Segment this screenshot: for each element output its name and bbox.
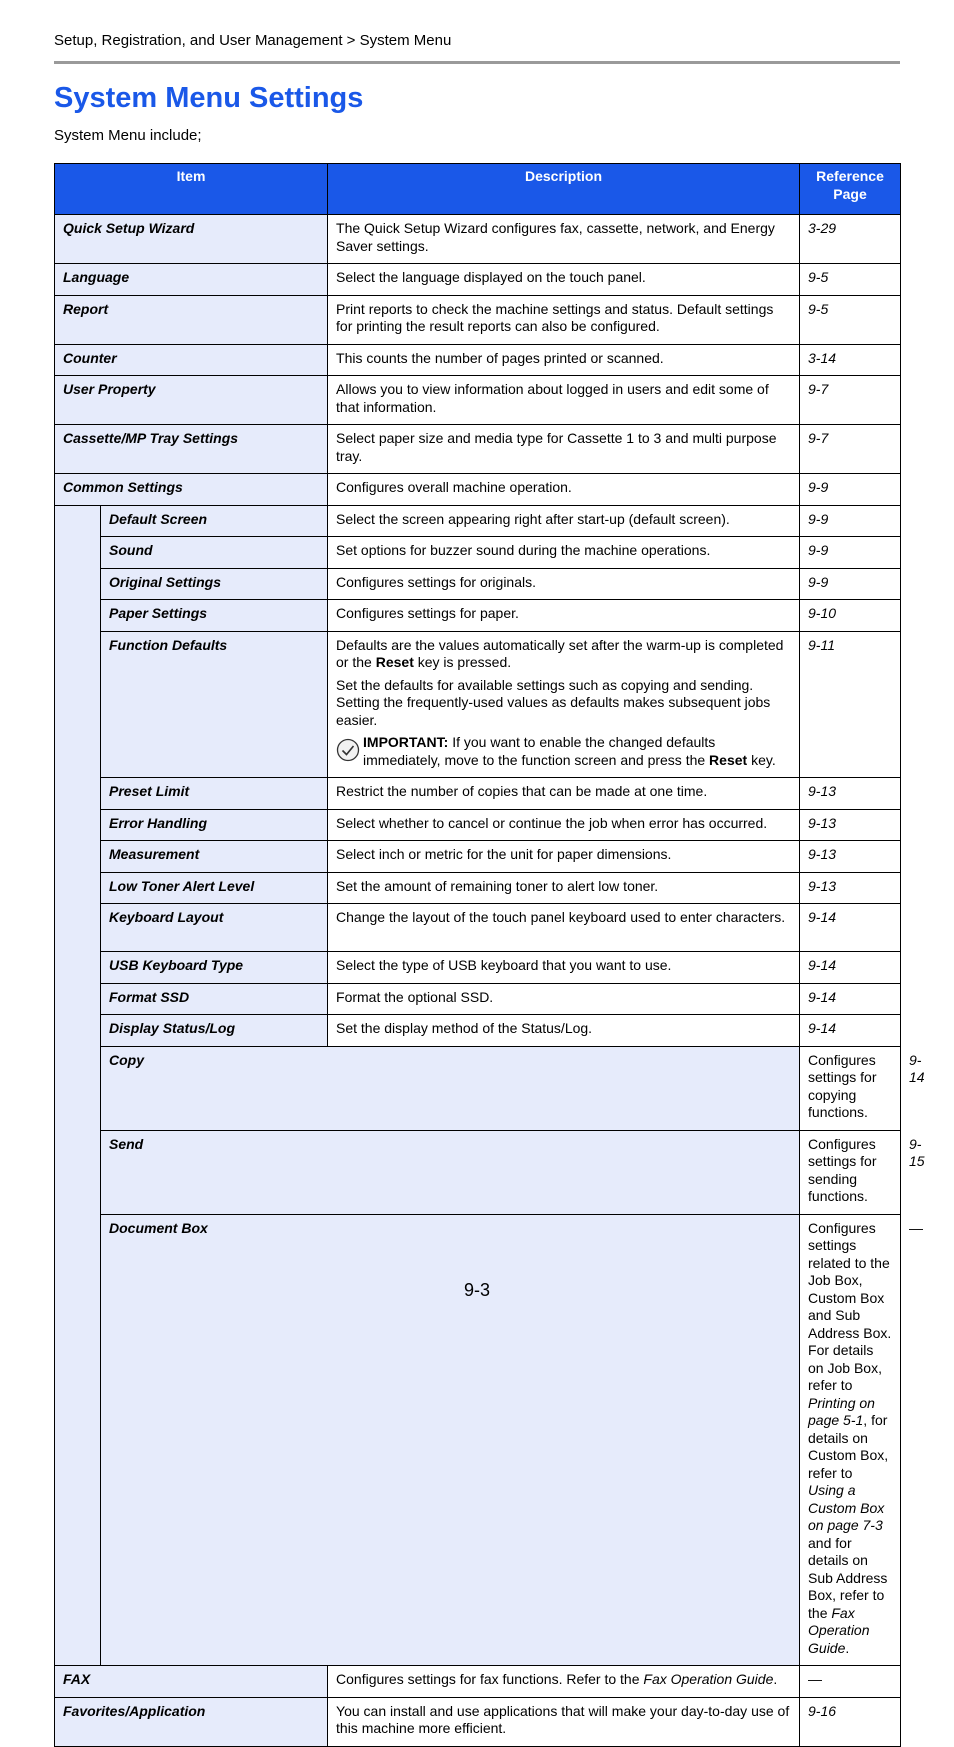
item-cell: Measurement	[101, 841, 328, 873]
header-description: Description	[328, 164, 800, 215]
text-run: key.	[747, 751, 776, 768]
description-cell: Allows you to view information about logged in users and edit some of that information.	[328, 376, 800, 425]
description-cell: You can install and use applications that will make your day-to-day use of this machine more efficient.	[328, 1697, 800, 1746]
table-row: Copy Configures settings for copying functions. 9-14	[55, 1046, 901, 1130]
table-row	[55, 376, 901, 425]
item-cell: USB Keyboard Type	[101, 952, 328, 984]
description-cell: Restrict the number of copies that can be made at one time.	[328, 778, 800, 810]
table-row: Send Configures settings for sending functions. 9-15	[55, 1130, 901, 1214]
item-cell: Sound	[101, 537, 328, 569]
page-number: 9-3	[463, 1280, 490, 1300]
table-row	[55, 568, 901, 600]
reference-cell: 9-13	[800, 809, 901, 841]
reference-cell: 9-11	[800, 631, 901, 778]
table-row	[55, 344, 901, 376]
system-menu-table	[54, 163, 925, 1747]
text-run: Configures settings related to the Job Box, Custom Box and Sub Address Box. For details on Job Box, refer to	[808, 1219, 892, 1393]
reference-cell: 3-14	[800, 344, 901, 376]
important-label: IMPORTANT:	[363, 734, 449, 750]
table-row: Document Box Configures settings related to the Job Box, Custom Box and Sub Address Box. For details on Job Box, refer to Printing on page 5-1, for details on Custom Box, refer to Using a Custom Box on page 7-3 and for details on Sub Address Box, refer to the Fax Operation Guide. —	[55, 1214, 901, 1666]
description-cell: Select the language displayed on the touch panel.	[328, 264, 800, 296]
reference-cell: 9-13	[800, 872, 901, 904]
item-cell: Copy	[101, 1046, 800, 1130]
table-row	[55, 215, 901, 264]
description-cell: Set the display method of the Status/Log.	[328, 1015, 800, 1047]
item-cell: User Property	[55, 376, 328, 425]
item-cell: Send	[101, 1130, 800, 1214]
item-cell: Display Status/Log	[101, 1015, 328, 1047]
item-cell: Function Defaults	[101, 631, 328, 778]
description-cell: The Quick Setup Wizard configures fax, cassette, network, and Energy Saver settings.	[328, 215, 800, 264]
text-run: and for details on Sub Address Box, refer to the	[808, 1534, 888, 1621]
item-cell: Cassette/MP Tray Settings	[55, 425, 328, 474]
description-cell: Format the optional SSD.	[328, 983, 800, 1015]
description-cell: Set options for buzzer sound during the machine operations.	[328, 537, 800, 569]
table-row	[55, 631, 901, 778]
table-row	[55, 872, 901, 904]
key-name: Reset	[375, 654, 414, 670]
table-row	[55, 904, 901, 952]
cross-reference: Printing on page 5-1	[808, 1394, 875, 1428]
description-cell	[328, 631, 800, 778]
reference-cell: 9-9	[800, 505, 901, 537]
item-cell: Quick Setup Wizard	[55, 215, 328, 264]
table-row	[55, 295, 901, 344]
reference-cell: 9-16	[800, 1697, 901, 1746]
table-row	[55, 841, 901, 873]
key-name: Reset	[709, 751, 748, 768]
reference-cell: 9-7	[800, 425, 901, 474]
item-cell: Error Handling	[101, 809, 328, 841]
description-cell: Select paper size and media type for Cassette 1 to 3 and multi purpose tray.	[328, 425, 800, 474]
item-cell: Default Screen	[101, 505, 328, 537]
subitem-indent	[55, 505, 101, 1666]
item-cell: Format SSD	[101, 983, 328, 1015]
reference-cell: 9-13	[800, 778, 901, 810]
reference-cell: 9-9	[800, 568, 901, 600]
intro-text: System Menu include;	[54, 127, 202, 144]
description-cell: Set the amount of remaining toner to alert low toner.	[328, 872, 800, 904]
header-item: Item	[55, 164, 328, 215]
table-row	[55, 1697, 901, 1746]
item-cell: FAX	[55, 1666, 328, 1698]
item-cell: Language	[55, 264, 328, 296]
reference-cell: 9-14	[800, 983, 901, 1015]
description-cell: Select whether to cancel or continue the job when error has occurred.	[328, 809, 800, 841]
description-cell: Select the screen appearing right after start-up (default screen).	[328, 505, 800, 537]
text-run: If you want to enable the changed defaults immediately, move to the function screen and press the	[363, 734, 716, 768]
reference-cell: 9-14	[800, 904, 901, 952]
reference-cell: 9-9	[800, 537, 901, 569]
check-circle-icon	[336, 738, 360, 762]
table-row	[55, 809, 901, 841]
reference-cell: 9-7	[800, 376, 901, 425]
table-row	[55, 425, 901, 474]
item-cell: Favorites/Application	[55, 1697, 328, 1746]
guide-reference: Fax Operation Guide	[643, 1671, 774, 1687]
description-cell: Configures overall machine operation.	[328, 474, 800, 506]
important-text	[363, 734, 791, 769]
text-run: .	[773, 1671, 778, 1687]
reference-cell: 3-29	[800, 215, 901, 264]
header-reference-page: Reference Page	[800, 164, 901, 215]
description-cell: Print reports to check the machine settings and status. Default settings for printing the result reports can also be configured.	[328, 295, 800, 344]
item-cell: Paper Settings	[101, 600, 328, 632]
table-row	[55, 537, 901, 569]
reference-cell: 9-14	[800, 952, 901, 984]
description-cell: Change the layout of the touch panel keyboard used to enter characters.	[328, 904, 800, 952]
reference-cell: 9-13	[800, 841, 901, 873]
item-cell: Document Box	[101, 1214, 800, 1666]
reference-cell: 9-10	[800, 600, 901, 632]
table-row	[55, 264, 901, 296]
table-row	[55, 600, 901, 632]
description-cell: This counts the number of pages printed or scanned.	[328, 344, 800, 376]
reference-cell: 9-14	[800, 1015, 901, 1047]
table-row	[55, 1666, 901, 1698]
description-cell	[328, 1666, 800, 1698]
description-cell: Select the type of USB keyboard that you want to use.	[328, 952, 800, 984]
item-cell: Common Settings	[55, 474, 328, 506]
page-title: System Menu Settings	[54, 82, 364, 114]
description-cell: Configures settings for originals.	[328, 568, 800, 600]
text-run: Defaults are the values automatically set after the warm-up is completed or the	[336, 636, 784, 670]
item-cell: Original Settings	[101, 568, 328, 600]
item-cell: Counter	[55, 344, 328, 376]
item-cell: Low Toner Alert Level	[101, 872, 328, 904]
header-rule	[54, 61, 900, 64]
description-cell: Configures settings for sending functions.	[800, 1130, 901, 1214]
reference-cell: 9-9	[800, 474, 901, 506]
reference-cell: 9-5	[800, 264, 901, 296]
cross-reference: Using a Custom Box on page 7-3	[808, 1482, 885, 1533]
text-run: Configures settings for fax functions. Refer to the	[336, 1671, 644, 1687]
description-cell: Configures settings for copying functions.	[800, 1046, 901, 1130]
table-row	[55, 1015, 901, 1047]
reference-cell: —	[800, 1666, 901, 1698]
guide-reference: Fax Operation Guide	[808, 1604, 870, 1656]
text-run: key is pressed.	[413, 654, 512, 670]
description-paragraph: Set the defaults for available settings such as copying and sending. Setting the frequently-used values as defaults makes subsequent jobs easier.	[336, 676, 771, 728]
description-cell: Select inch or metric for the unit for paper dimensions.	[328, 841, 800, 873]
table-header-row	[55, 164, 901, 215]
table-row	[55, 505, 901, 537]
table-row	[55, 952, 901, 984]
item-cell: Keyboard Layout	[101, 904, 328, 952]
table-row	[55, 474, 901, 506]
table-row	[55, 778, 901, 810]
item-cell: Report	[55, 295, 328, 344]
text-run: .	[845, 1639, 850, 1656]
reference-cell: 9-5	[800, 295, 901, 344]
item-cell: Preset Limit	[101, 778, 328, 810]
table-row	[55, 983, 901, 1015]
text-run: , for details on Custom Box, refer to	[808, 1412, 889, 1481]
breadcrumb: Setup, Registration, and User Management > System Menu	[54, 32, 452, 49]
important-note	[336, 734, 791, 769]
description-paragraph	[336, 637, 791, 672]
description-cell: Configures settings for paper.	[328, 600, 800, 632]
